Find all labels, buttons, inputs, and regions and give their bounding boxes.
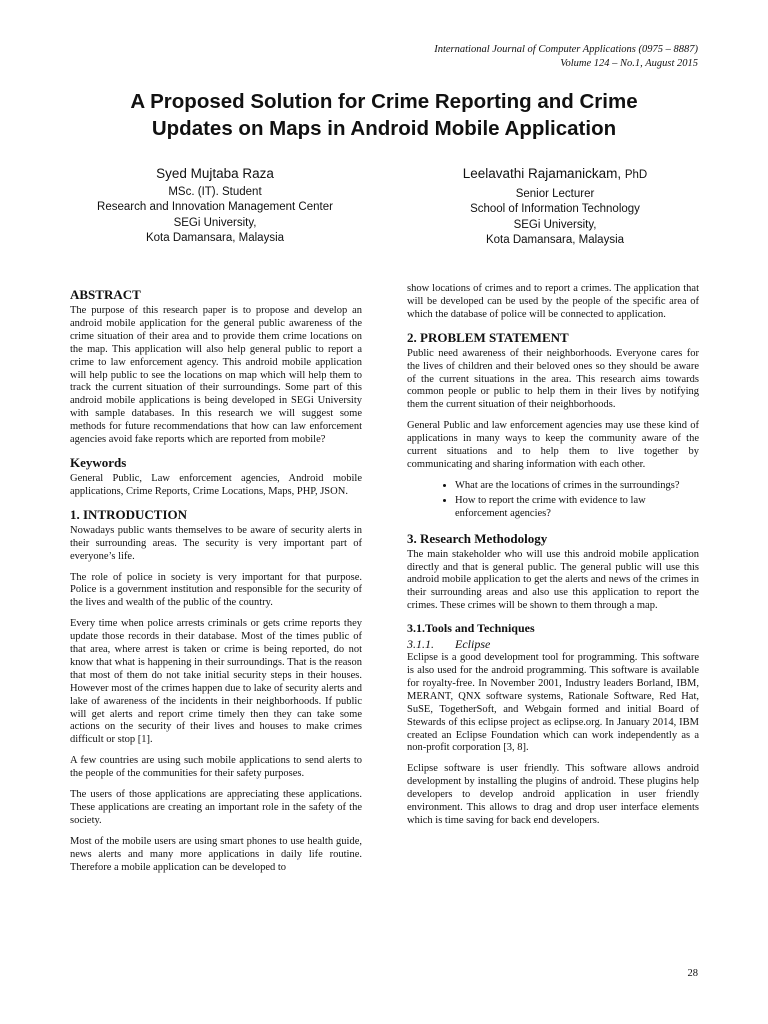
keywords-heading: Keywords — [70, 454, 127, 470]
author-name: Syed Mujtaba Raza — [156, 166, 274, 181]
journal-name: International Journal of Computer Applications (0975 – 8887) — [434, 44, 698, 55]
abstract-heading: ABSTRACT — [70, 287, 141, 302]
journal-header — [434, 43, 698, 71]
author-degree: PhD — [624, 169, 648, 181]
author-affiliation-line: Senior Lecturer — [515, 187, 595, 200]
paper-title — [60, 88, 708, 142]
left-column — [70, 283, 362, 883]
tools-heading: 3.1.Tools and Techniques — [407, 621, 535, 636]
eclipse-paragraph: Eclipse is a good development tool for programming. This software is also used for the android programming. This software is available for royalty-free. In November 2001, Industry leaders Borland, IBM, MERANT, QNX software systems, Rationale Software, Red Hat, SuSE, TogetherSoft, and Webgain formed and initial Board of Stewards of this eclipse project as eclipse.org. In January 2014, IBM created an Eclipse Foundation which can work independently as a non-profit corporation [3, 8]. — [407, 652, 699, 754]
problem-paragraph: Public need awareness of their neighborhoods. Everyone cares for the lives of children and their beloved ones so they should be aware of the current situations in the area. This research aims towards common people or public to help them in their lives by notifying them the current situation of their neighborhoods. — [407, 347, 699, 411]
author-block-2 — [405, 166, 705, 249]
eclipse-paragraph: Eclipse software is user friendly. This software allows android development by installing the plugins of android. These plugins help developers to develop android application in user friendly environment. This allows to drag and drop user interface elements which is time saving for back end developers. — [407, 763, 699, 826]
methodology-text: The main stakeholder who will use this android mobile application directly and that is general public. The general public will use this android mobile application to get the alerts and news of the crimes in their surrounding areas and also use this application to report the crimes. These crimes will be shown to them through a map. — [407, 548, 699, 612]
keywords-text: General Public, Law enforcement agencies, Android mobile applications, Crime Reports, Crime Locations, Maps, PHP, JSON. — [70, 472, 362, 497]
list-item: • What are the locations of crimes in the surroundings? — [455, 480, 699, 493]
intro-paragraph: Every time when police arrests criminals or gets crime reports they update those records in their database. Most of the times public of that area, where arrest is taken or crime is being reported, do not know that what is happening in their surroundings. That is the reason that most of them do not take initial security steps in their houses. However most of the crimes happen due to lake of security alerts and lake of awareness of the incidents in their neighborhoods. If public will get alerts and report crime timely then they can take some actions on the security of their lives and houses to make crimes difficult or stop [1]. — [70, 618, 362, 746]
intro-paragraph: The users of those applications are appreciating these applications. These applications are creating an important role in the safety of the society. — [70, 789, 362, 826]
author-affiliation-line: Kota Damansara, Malaysia — [485, 234, 625, 246]
problem-bullets — [407, 480, 699, 521]
intro-paragraph: Most of the mobile users are using smart phones to use health guide, news alerts and many more applications in daily life routine. Therefore a mobile application can be developed to — [70, 835, 362, 873]
intro-paragraph: A few countries are using such mobile applications to send alerts to the people of the communities for their safety purposes. — [70, 755, 362, 780]
author-affiliation-line: MSc. (IT). Student — [168, 185, 262, 198]
title-line-2: Updates on Maps in Android Mobile Application — [151, 117, 617, 140]
intro-paragraph: The role of police in society is very important for that purpose. Police is a government institution and responsible for the security of the lives and wealth of the public of the country. — [70, 571, 362, 609]
subsection-title: Eclipse — [455, 637, 491, 652]
right-column — [407, 283, 699, 836]
page-number: 28 — [687, 968, 698, 979]
author-affiliation-line: School of Information Technology — [470, 203, 640, 215]
list-item: • How to report the crime with evidence to law enforcement agencies? — [455, 495, 699, 521]
intro-paragraph: Nowadays public wants themselves to be aware of security alerts in their surrounding areas. The security is very important part of everyone’s life. — [70, 524, 362, 562]
title-line-1: A Proposed Solution for Crime Reporting and Crime — [130, 90, 638, 113]
methodology-heading: 3. Research Methodology — [407, 530, 548, 546]
journal-volume: Volume 124 – No.1, August 2015 — [560, 58, 698, 69]
author-name: Leelavathi Rajamanickam, PhD — [462, 166, 648, 181]
author-affiliation-line: SEGi University, — [513, 218, 597, 231]
author-affiliation-line: Research and Innovation Management Center — [97, 201, 333, 213]
author-block-1 — [65, 166, 365, 247]
eclipse-subheading — [407, 637, 699, 651]
intro-continued: show locations of crimes and to report a crimes. The application that will be developed can be used by the people of the specific area of which the database of police will be connected to application. — [407, 283, 699, 320]
problem-heading: 2. PROBLEM STATEMENT — [407, 329, 569, 345]
abstract-text: The purpose of this research paper is to propose and develop an android mobile application for the general public awareness of the crime situation of their area and to provide them crime locations on the map. This application will also help general public to report a crime to law enforcement agency. This android mobile application will help public to see the locations on map which will help them to track the current situation of their surroundings. Some part of this android mobile applications is being developed in SEGi University with sample databases. In this research we will suggest some methods for future recommendations that how can law enforcement agencies avoid fake reports which are reported from mobile? — [70, 305, 362, 446]
problem-paragraph: General Public and law enforcement agencies may use these kind of applications in many ways to keep the community aware of the current situations and to help them to live together by communicating and sharing information with each other. — [407, 420, 699, 470]
subsection-number: 3.1.1. — [407, 637, 434, 652]
author-affiliation-line: Kota Damansara, Malaysia — [145, 232, 285, 244]
introduction-heading: 1. INTRODUCTION — [70, 506, 188, 522]
author-affiliation-line: SEGi University, — [173, 216, 257, 229]
